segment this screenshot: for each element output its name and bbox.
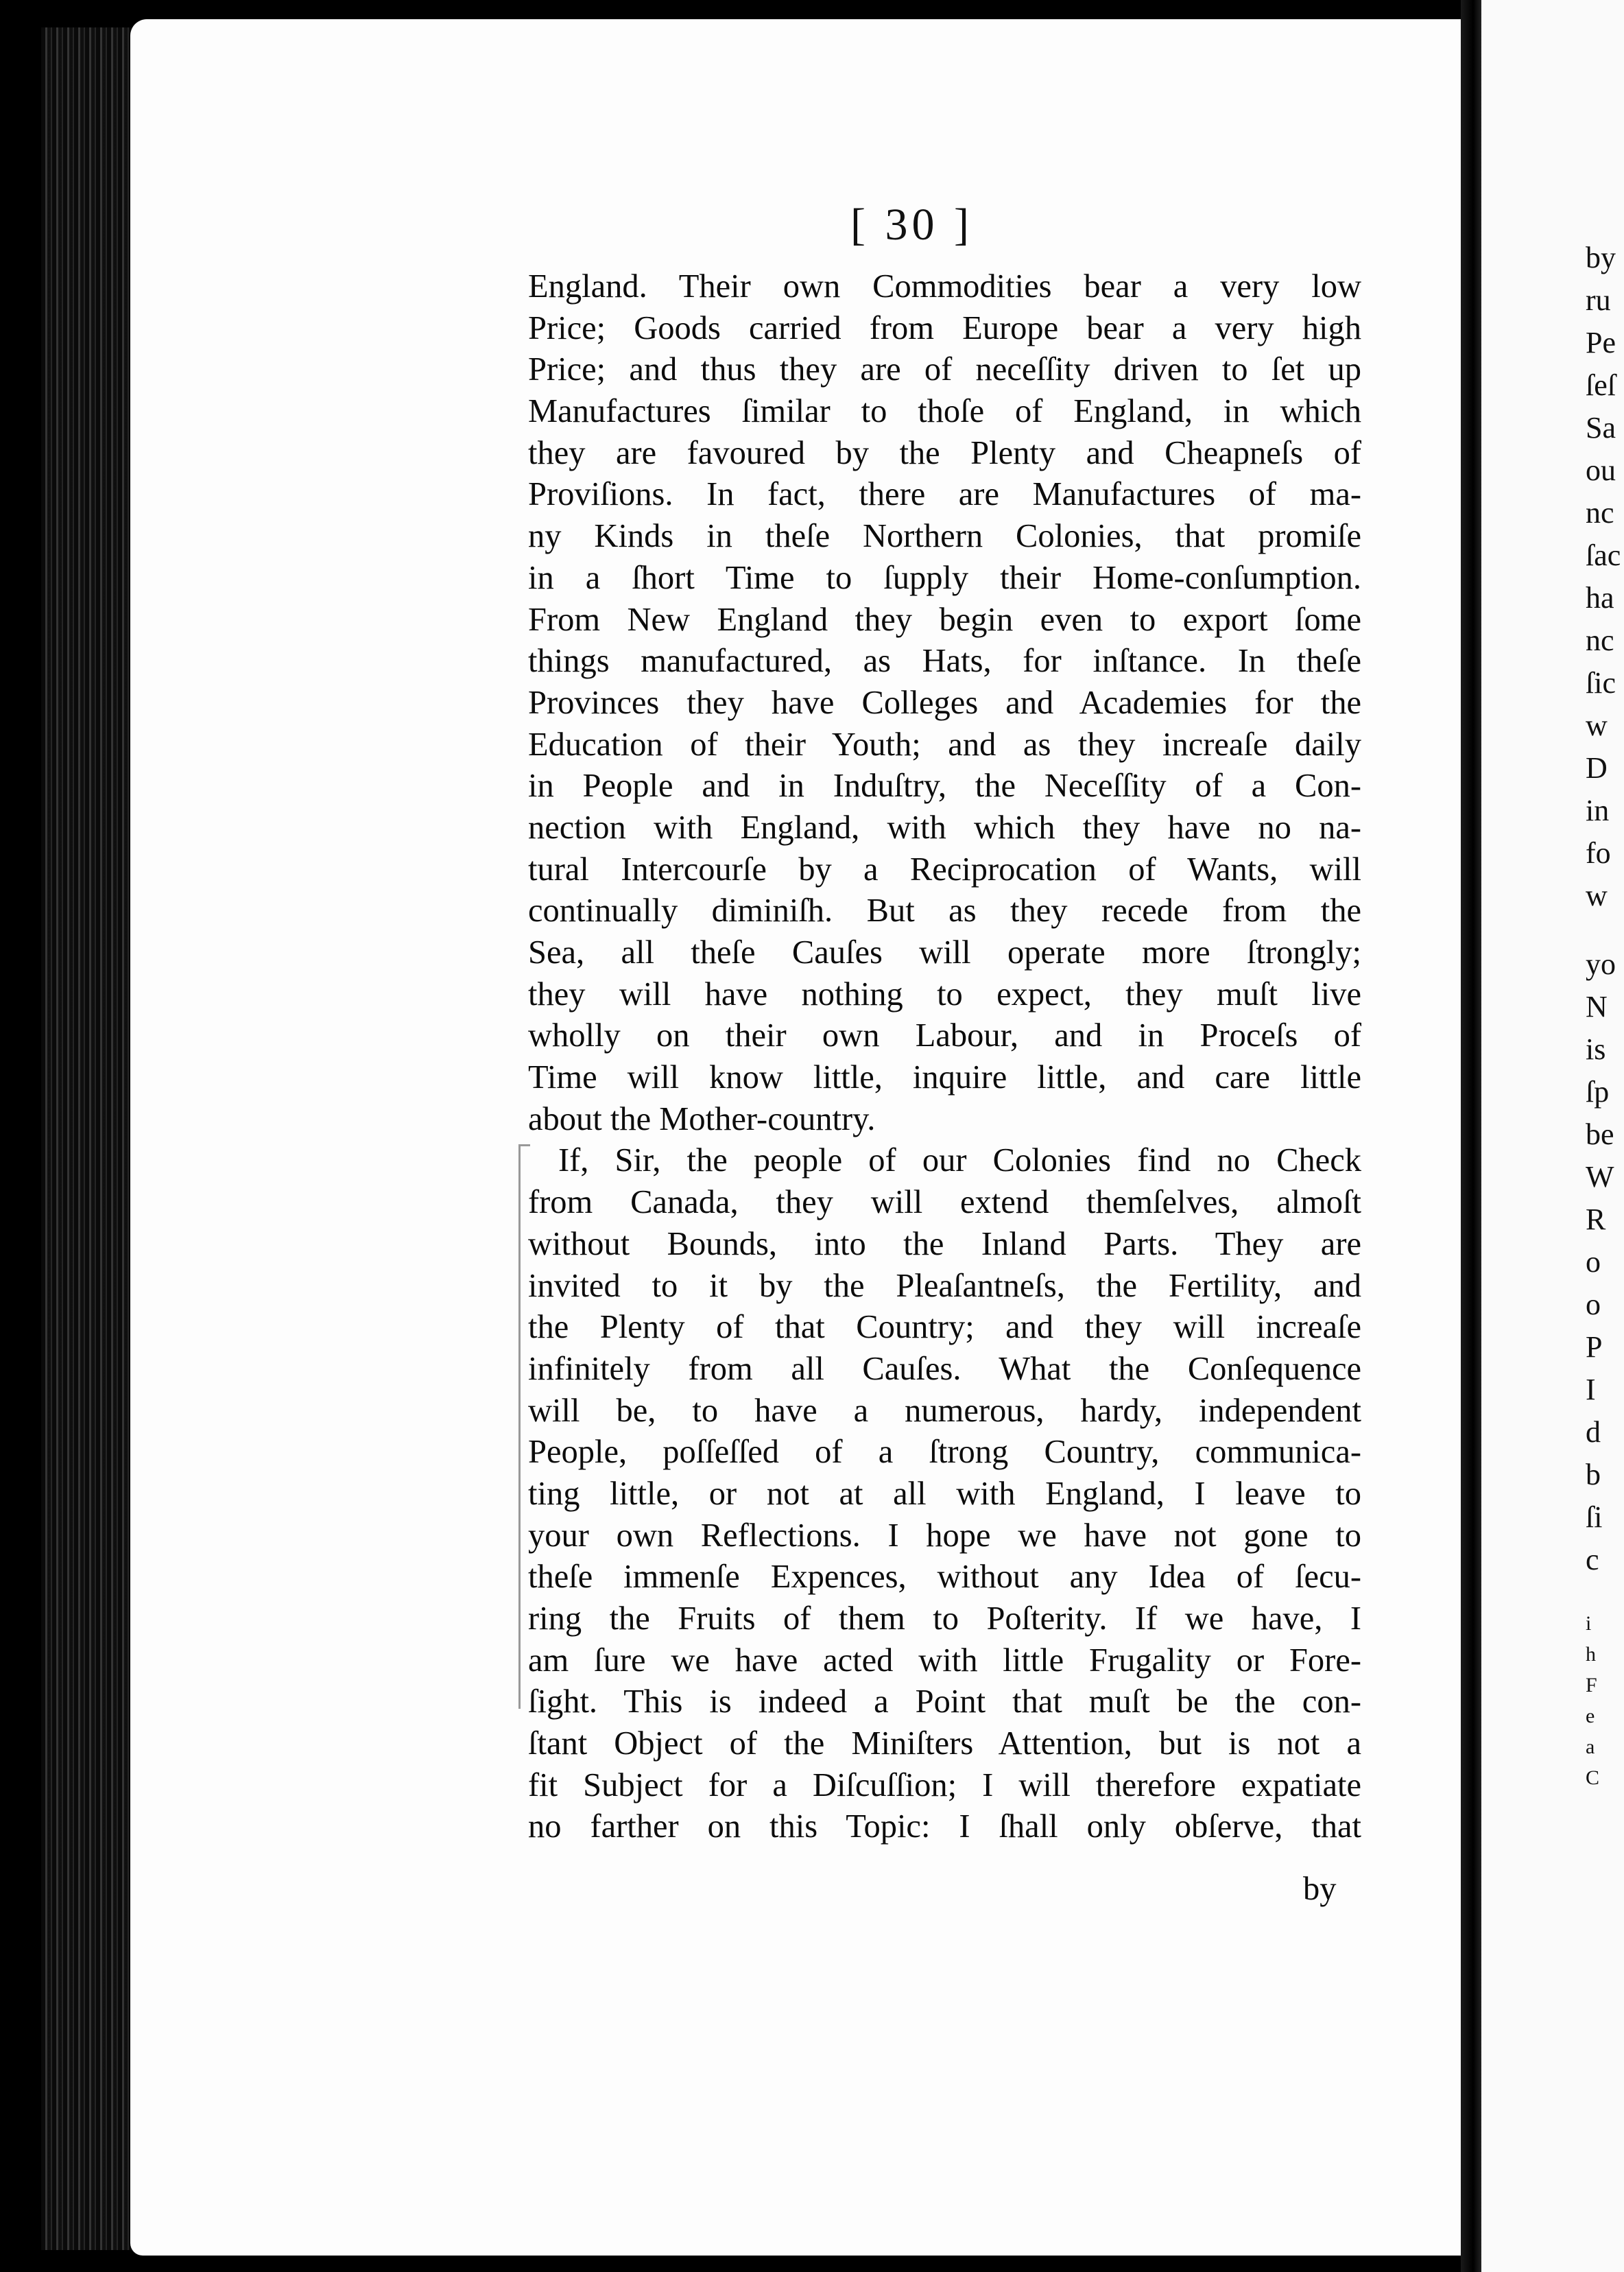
text-line: they will have nothing to expect, they muſt live <box>528 975 1361 1013</box>
text-line: England. Their own Commodities bear a very low <box>528 268 1361 305</box>
facing-page-fragment: in <box>1586 794 1610 827</box>
text-line: Sea, all theſe Cauſes will operate more ſtrongly; <box>528 934 1361 971</box>
facing-page-fragment: i <box>1586 1612 1592 1635</box>
text-line: Proviſions. In fact, there are Manufactures of ma- <box>528 476 1361 513</box>
text-line: your own Reflections. I hope we have not gone to <box>528 1517 1361 1554</box>
facing-page-fragment: yo <box>1586 947 1616 981</box>
text-line: nection with England, with which they have no na- <box>528 809 1361 846</box>
facing-page-fragment: W <box>1586 1160 1614 1194</box>
text-line: from Canada, they will extend themſelves, almoſt <box>528 1184 1361 1221</box>
text-line: From New England they begin even to export ſome <box>528 601 1361 638</box>
text-line: Price; and thus they are of neceſſity driven to ſet up <box>528 351 1361 388</box>
text-line: wholly on their own Labour, and in Proceſs of <box>528 1017 1361 1054</box>
text-line: about the Mother-country. <box>528 1100 876 1137</box>
text-line: Price; Goods carried from Europe bear a very high <box>528 309 1361 346</box>
text-line: things manufactured, as Hats, for inſtance. In theſe <box>528 643 1361 680</box>
text-line: tural Intercourſe by a Reciprocation of Wants, will <box>528 851 1361 888</box>
text-line: ny Kinds in theſe Northern Colonies, that promiſe <box>528 518 1361 555</box>
facing-page-fragment: I <box>1586 1373 1596 1406</box>
facing-page-fragment: d <box>1586 1415 1601 1449</box>
facing-page-fragment: h <box>1586 1643 1596 1666</box>
text-line: Manufactures ſimilar to thoſe of England, in which <box>528 393 1361 430</box>
facing-page <box>1481 0 1624 2272</box>
text-line: in People and in Induſtry, the Neceſſity of a Con- <box>528 768 1361 805</box>
facing-page-fragment: D <box>1586 751 1608 785</box>
text-line: People, poſſeſſed of a ſtrong Country, communica- <box>528 1434 1361 1471</box>
text-line: the Plenty of that Country; and they will increaſe <box>528 1309 1361 1346</box>
facing-page-fragment: C <box>1586 1766 1600 1789</box>
facing-page-fragment: N <box>1586 990 1608 1023</box>
facing-page-fragment: b <box>1586 1458 1601 1491</box>
facing-page-fragment: is <box>1586 1032 1606 1066</box>
facing-page-fragment: ou <box>1586 453 1616 487</box>
facing-page-fragment: R <box>1586 1203 1606 1236</box>
facing-page-fragment: c <box>1586 1543 1599 1576</box>
book-gutter <box>1461 0 1481 2272</box>
facing-page-fragment: a <box>1586 1736 1595 1758</box>
facing-page-fragment: fo <box>1586 836 1611 870</box>
text-line: ſight. This is indeed a Point that muſt be the con- <box>528 1683 1361 1720</box>
text-line: If, Sir, the people of our Colonies find no Check <box>558 1142 1361 1179</box>
text-line: Education of their Youth; and as they increaſe daily <box>528 726 1361 763</box>
facing-page-fragment: P <box>1586 1330 1603 1364</box>
facing-page-fragment: w <box>1586 709 1608 742</box>
text-line: Provinces they have Colleges and Academies for the <box>528 684 1361 721</box>
facing-page-fragment: Sa <box>1586 411 1616 445</box>
facing-page-fragment: o <box>1586 1245 1601 1279</box>
facing-page-fragment: nc <box>1586 624 1614 657</box>
facing-page-fragment: by <box>1586 241 1616 274</box>
text-line: Time will know little, inquire little, and care little <box>528 1059 1361 1096</box>
body-text <box>528 266 1361 1848</box>
text-line: invited to it by the Pleaſantneſs, the Fertility, and <box>528 1267 1361 1304</box>
text-line: they are favoured by the Plenty and Cheapneſs of <box>528 434 1361 471</box>
facing-page-fragment: ſp <box>1586 1075 1610 1109</box>
text-line: infinitely from all Cauſes. What the Conſequence <box>528 1350 1361 1387</box>
facing-page-fragment: ha <box>1586 581 1614 615</box>
text-line: in a ſhort Time to ſupply their Home-conſumption. <box>528 559 1361 596</box>
facing-page-fragment: ſic <box>1586 666 1616 700</box>
facing-page-fragment: ſi <box>1586 1500 1603 1534</box>
facing-page-fragment: ru <box>1586 283 1611 317</box>
facing-page-fragment: F <box>1586 1674 1597 1696</box>
text-line: without Bounds, into the Inland Parts. They are <box>528 1225 1361 1262</box>
facing-page-fragment: ſeſ <box>1586 368 1616 402</box>
facing-page-fragment: o <box>1586 1288 1601 1321</box>
facing-page-fragment: nc <box>1586 496 1614 530</box>
page-number-header: [ 30 ] <box>850 200 973 250</box>
text-line: no farther on this Topic: I ſhall only obſerve, that <box>528 1808 1361 1845</box>
facing-page-fragment: ſac <box>1586 539 1621 572</box>
text-line: will be, to have a numerous, hardy, independent <box>528 1392 1361 1429</box>
text-line: ring the Fruits of them to Poſterity. If we have, I <box>528 1600 1361 1637</box>
facing-page-fragment: Pe <box>1586 326 1616 359</box>
book-page-edges <box>41 27 144 2250</box>
text-line: am ſure we have acted with little Frugality or Fore- <box>528 1642 1361 1679</box>
facing-page-fragment: e <box>1586 1705 1595 1727</box>
facing-page-fragment: w <box>1586 879 1608 912</box>
text-line: ſtant Object of the Miniſters Attention, but is not a <box>528 1725 1361 1762</box>
text-line: theſe immenſe Expences, without any Idea of ſecu- <box>528 1559 1361 1596</box>
facing-page-fragment: be <box>1586 1117 1614 1151</box>
text-line: fit Subject for a Diſcuſſion; I will therefore expatiate <box>528 1766 1361 1803</box>
text-line: continually diminiſh. But as they recede from the <box>528 892 1361 930</box>
text-line: ting little, or not at all with England, I leave to <box>528 1475 1361 1512</box>
catchword: by <box>1303 1871 1337 1907</box>
